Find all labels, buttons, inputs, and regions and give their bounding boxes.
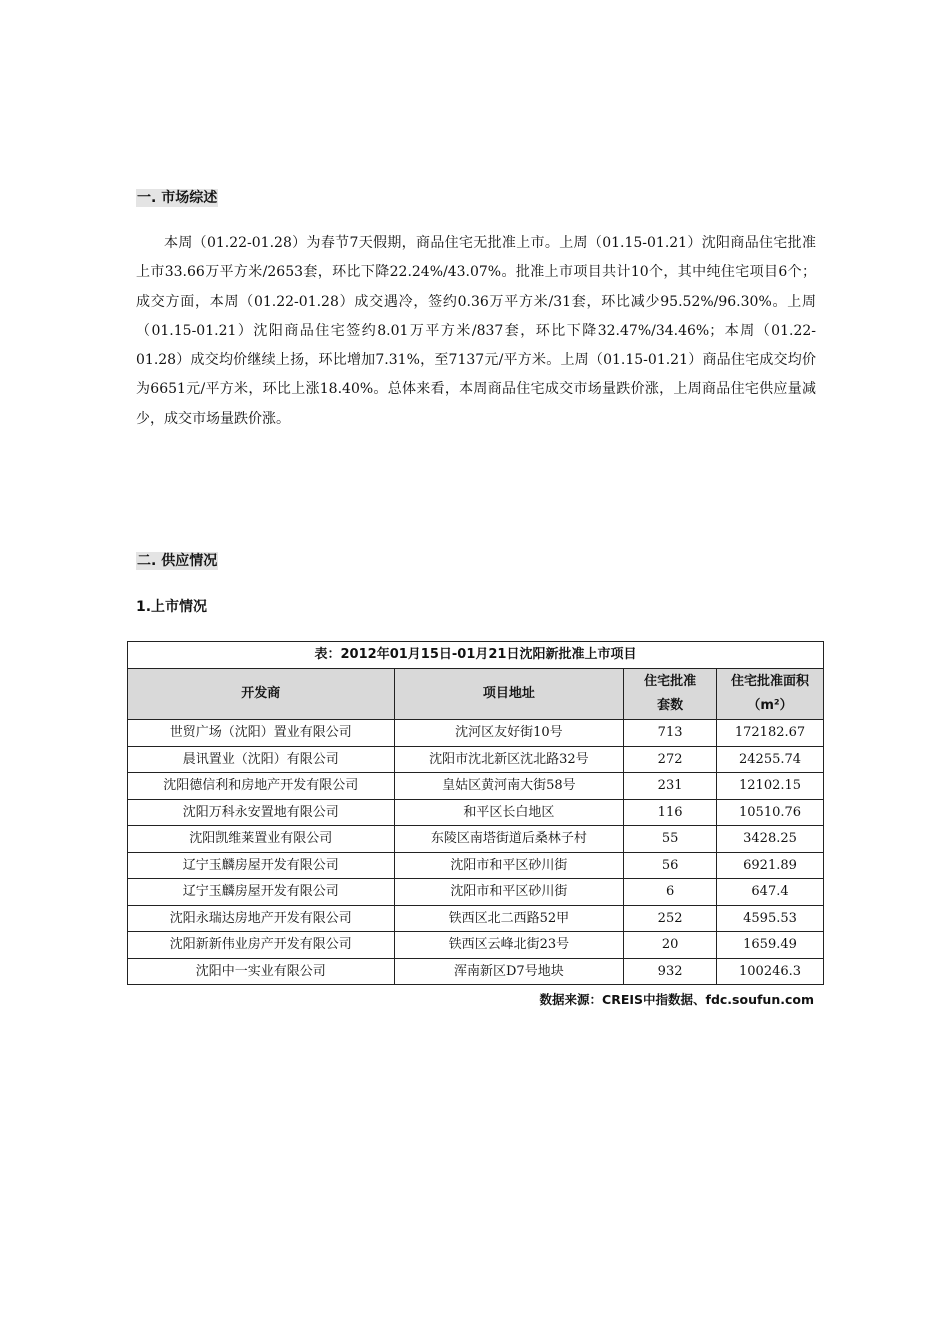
cell-developer: 沈阳万科永安置地有限公司 [128, 799, 395, 826]
subheading-listing: 1.上市情况 [136, 599, 208, 615]
cell-units: 56 [624, 852, 717, 879]
cell-units: 272 [624, 746, 717, 773]
cell-developer: 晨讯置业（沈阳）有限公司 [128, 746, 395, 773]
cell-units: 252 [624, 905, 717, 932]
header-units-line2: 套数 [657, 698, 684, 713]
cell-developer: 沈阳永瑞达房地产开发有限公司 [128, 905, 395, 932]
cell-address: 和平区长白地区 [394, 799, 624, 826]
header-units [624, 669, 717, 720]
cell-address: 皇姑区黄河南大街58号 [394, 773, 624, 800]
table-row [128, 905, 824, 932]
table-row [128, 746, 824, 773]
table-row [128, 879, 824, 906]
table-row [128, 773, 824, 800]
table-row [128, 799, 824, 826]
cell-area: 12102.15 [717, 773, 824, 800]
header-area [717, 669, 824, 720]
cell-area: 1659.49 [717, 932, 824, 959]
cell-developer: 辽宁玉麟房屋开发有限公司 [128, 879, 395, 906]
cell-units: 20 [624, 932, 717, 959]
table-title: 表：2012年01月15日-01月21日沈阳新批准上市项目 [127, 641, 824, 668]
cell-address: 东陵区南塔街道后桑林子村 [394, 826, 624, 853]
supply-table [127, 641, 824, 985]
table-row [128, 826, 824, 853]
cell-address: 沈阳市和平区砂川街 [394, 852, 624, 879]
cell-address: 沈阳市和平区砂川街 [394, 879, 624, 906]
cell-area: 6921.89 [717, 852, 824, 879]
header-area-line1: 住宅批准面积 [731, 674, 810, 689]
cell-developer: 沈阳中一实业有限公司 [128, 958, 395, 985]
market-overview-paragraph: 本周（01.22-01.28）为春节7天假期，商品住宅无批准上市。上周（01.15-01.21）沈阳商品住宅批准上市33.66万平方米/2653套，环比下降22.24%/43.07%。批准上市项目共计10个，其中纯住宅项目6个；成交方面，本周（01.22-01.28）成交遇冷，签约0.36万平方米/31套，环比减少95.52%/96.30%。上周（01.15-01.21）沈阳商品住宅签约8.01万平方米/837套，环比下降32.47%/34.46%；本周（01.22-01.28）成交均价继续上扬，环比增加7.31%，至7137元/平方米。上周（01.15-01.21）商品住宅成交均价为6651元/平方米，环比上涨18.40%。总体来看，本周商品住宅成交市场量跌价涨，上周商品住宅供应量减少，成交市场量跌价涨。 [136, 235, 816, 427]
cell-units: 932 [624, 958, 717, 985]
data-source-note: 数据来源：CREIS中指数据、fdc.soufun.com [539, 992, 814, 1007]
cell-area: 647.4 [717, 879, 824, 906]
table-row [128, 958, 824, 985]
cell-area: 4595.53 [717, 905, 824, 932]
cell-units: 231 [624, 773, 717, 800]
table-row [128, 932, 824, 959]
cell-developer: 沈阳新新伟业房产开发有限公司 [128, 932, 395, 959]
header-units-line1: 住宅批准 [644, 674, 697, 689]
cell-developer: 沈阳德信利和房地产开发有限公司 [128, 773, 395, 800]
table-row [128, 720, 824, 747]
section-heading-market-overview: 一. 市场综述 [137, 190, 218, 206]
cell-developer: 辽宁玉麟房屋开发有限公司 [128, 852, 395, 879]
cell-units: 6 [624, 879, 717, 906]
cell-units: 116 [624, 799, 717, 826]
cell-address: 沈河区友好街10号 [394, 720, 624, 747]
section-heading-supply: 二. 供应情况 [137, 553, 218, 569]
cell-address: 浑南新区D7号地块 [394, 958, 624, 985]
table-row [128, 852, 824, 879]
cell-area: 100246.3 [717, 958, 824, 985]
cell-developer: 世贸广场（沈阳）置业有限公司 [128, 720, 395, 747]
cell-address: 铁西区云峰北街23号 [394, 932, 624, 959]
cell-area: 24255.74 [717, 746, 824, 773]
cell-units: 55 [624, 826, 717, 853]
cell-address: 沈阳市沈北新区沈北路32号 [394, 746, 624, 773]
cell-area: 10510.76 [717, 799, 824, 826]
cell-units: 713 [624, 720, 717, 747]
header-developer: 开发商 [128, 669, 395, 720]
cell-area: 172182.67 [717, 720, 824, 747]
cell-address: 铁西区北二西路52甲 [394, 905, 624, 932]
cell-developer: 沈阳凯维莱置业有限公司 [128, 826, 395, 853]
header-area-line2: （m²） [747, 698, 793, 713]
table-header-row [128, 669, 824, 720]
header-address: 项目地址 [394, 669, 624, 720]
cell-area: 3428.25 [717, 826, 824, 853]
